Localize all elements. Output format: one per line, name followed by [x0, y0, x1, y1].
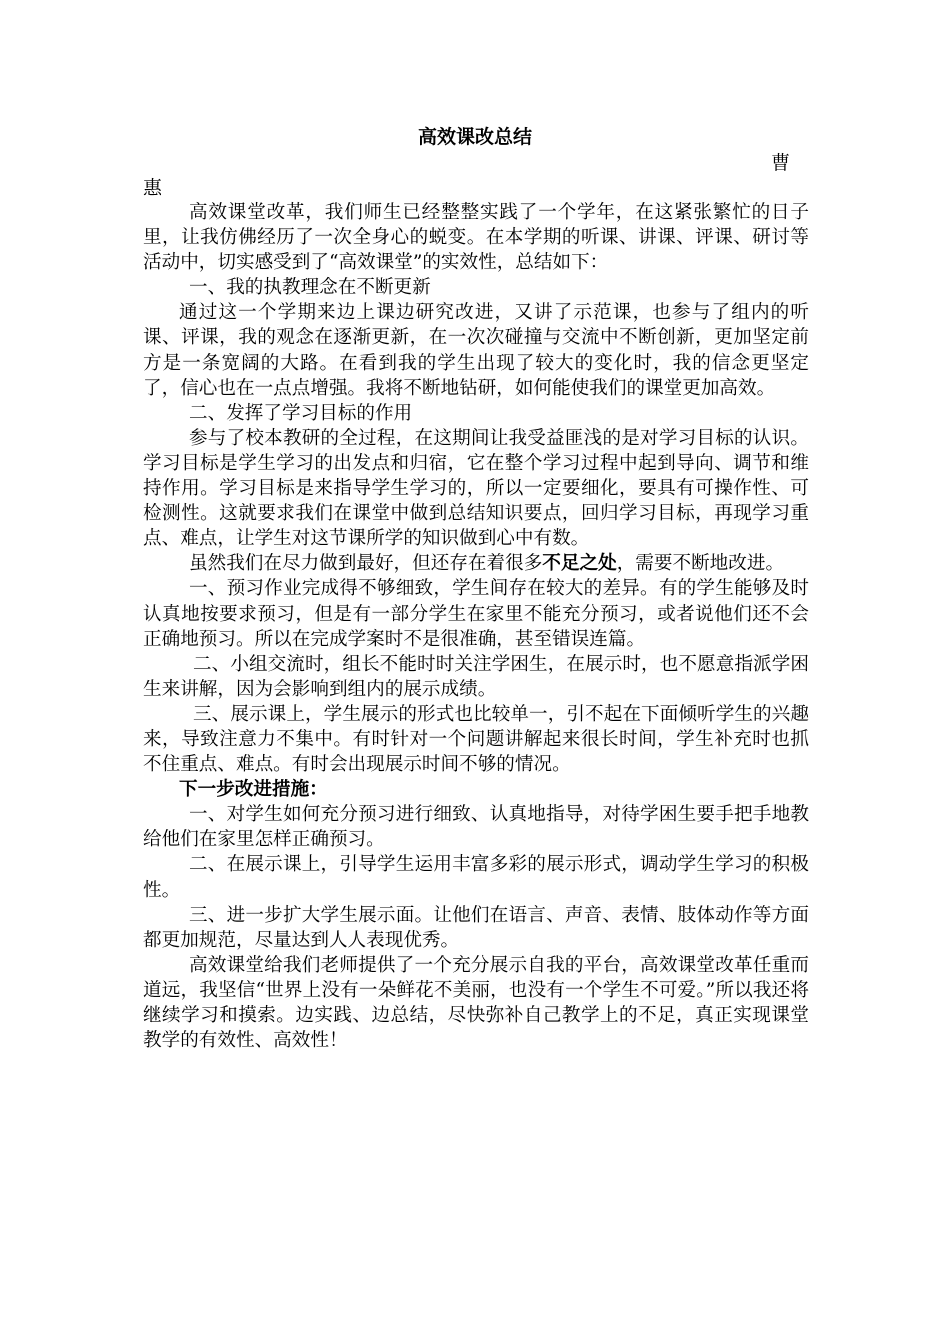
document-title: 高效课改总结: [417, 126, 532, 148]
shortcoming-item-3: 三、展示课上，学生展示的形式也比较单一，引不起在下面倾听学生的兴趣来，导致注意力不集中。有时针对一个问题讲解起来很长时间，学生补充时也抓不住重点、难点。有时会出现展示时间不够的情况。: [143, 703, 809, 776]
section-heading-2: 二、发挥了学习目标的作用: [189, 402, 413, 424]
measure-item-1: 一、对学生如何充分预习进行细致、认真地指导，对待学困生要手把手地教给他们在家里怎样正确预习。: [143, 804, 809, 851]
section-paragraph-1: 通过这一个学期来边上课边研究改进，又讲了示范课，也参与了组内的听课、评课，我的观念在逐渐更新，在一次次碰撞与交流中不断创新，更加坚定前方是一条宽阔的大路。在看到我的学生出现了较大的变化时，我的信念更坚定了，信心也在一点点增强。我将不断地钻研，如何能使我们的课堂更加高效。: [143, 302, 809, 399]
shortcoming-item-2: 二、小组交流时，组长不能时时关注学困生，在展示时，也不愿意指派学困生来讲解，因为会影响到组内的展示成绩。: [143, 653, 809, 700]
section-paragraph-2: 参与了校本教研的全过程，在这期间让我受益匪浅的是对学习目标的认识。学习目标是学生学习的出发点和归宿，它在整个学习过程中起到导向、调节和维持作用。学习目标是来指导学生学习的，所以一定要细化，要具有可操作性、可检测性。这就要求我们在课堂中做到总结知识要点，回归学习目标，再现学习重点、难点，让学生对这节课所学的知识做到心中有数。: [143, 427, 809, 550]
measure-item-2: 二、在展示课上，引导学生运用丰富多彩的展示形式，调动学生学习的积极性。: [143, 854, 809, 901]
intro-paragraph: 高效课堂改革，我们师生已经整整实践了一个学年，在这紧张繁忙的日子里，让我仿佛经历了一次全身心的蜕变。在本学期的听课、讲课、评课、研讨等活动中，切实感受到了“高效课堂”的实效性，总结如下：: [143, 202, 809, 274]
author-name-part2: 惠: [143, 177, 163, 199]
shortcomings-paragraph: [143, 551, 809, 576]
conclusion-paragraph: 高效课堂给我们老师提供了一个充分展示自我的平台，高效课堂改革任重而道远，我坚信“世界上没有一朵鲜花不美丽，也没有一个学生不可爱。”所以我还将继续学习和摸索。边实践、边总结，尽快弥补自己教学上的不足，真正实现课堂教学的有效性、高效性！: [143, 954, 809, 1052]
shortcomings-text-after: ，需要不断地改进。: [616, 553, 785, 575]
shortcoming-item-1: 一、预习作业完成得不够细致，学生间存在较大的差异。有的学生能够及时认真地按要求预习，但是有一部分学生在家里不能充分预习，或者说他们还不会正确地预习。所以在完成学案时不是很准确，甚至错误连篇。: [143, 578, 809, 650]
document-body: [143, 200, 809, 1053]
shortcomings-text-before: 虽然我们在尽力做到最好，但还存在着很多: [189, 553, 543, 575]
next-steps-heading: 下一步改进措施：: [179, 779, 328, 801]
author-name-part1: 曹: [770, 152, 790, 174]
measure-item-3: 三、进一步扩大学生展示面。让他们在语言、声音、表情、肢体动作等方面都更加规范，尽量达到人人表现优秀。: [143, 904, 809, 951]
shortcomings-bold-text: 不足之处: [542, 553, 617, 575]
section-heading-1: 一、我的执教理念在不断更新: [189, 277, 431, 299]
